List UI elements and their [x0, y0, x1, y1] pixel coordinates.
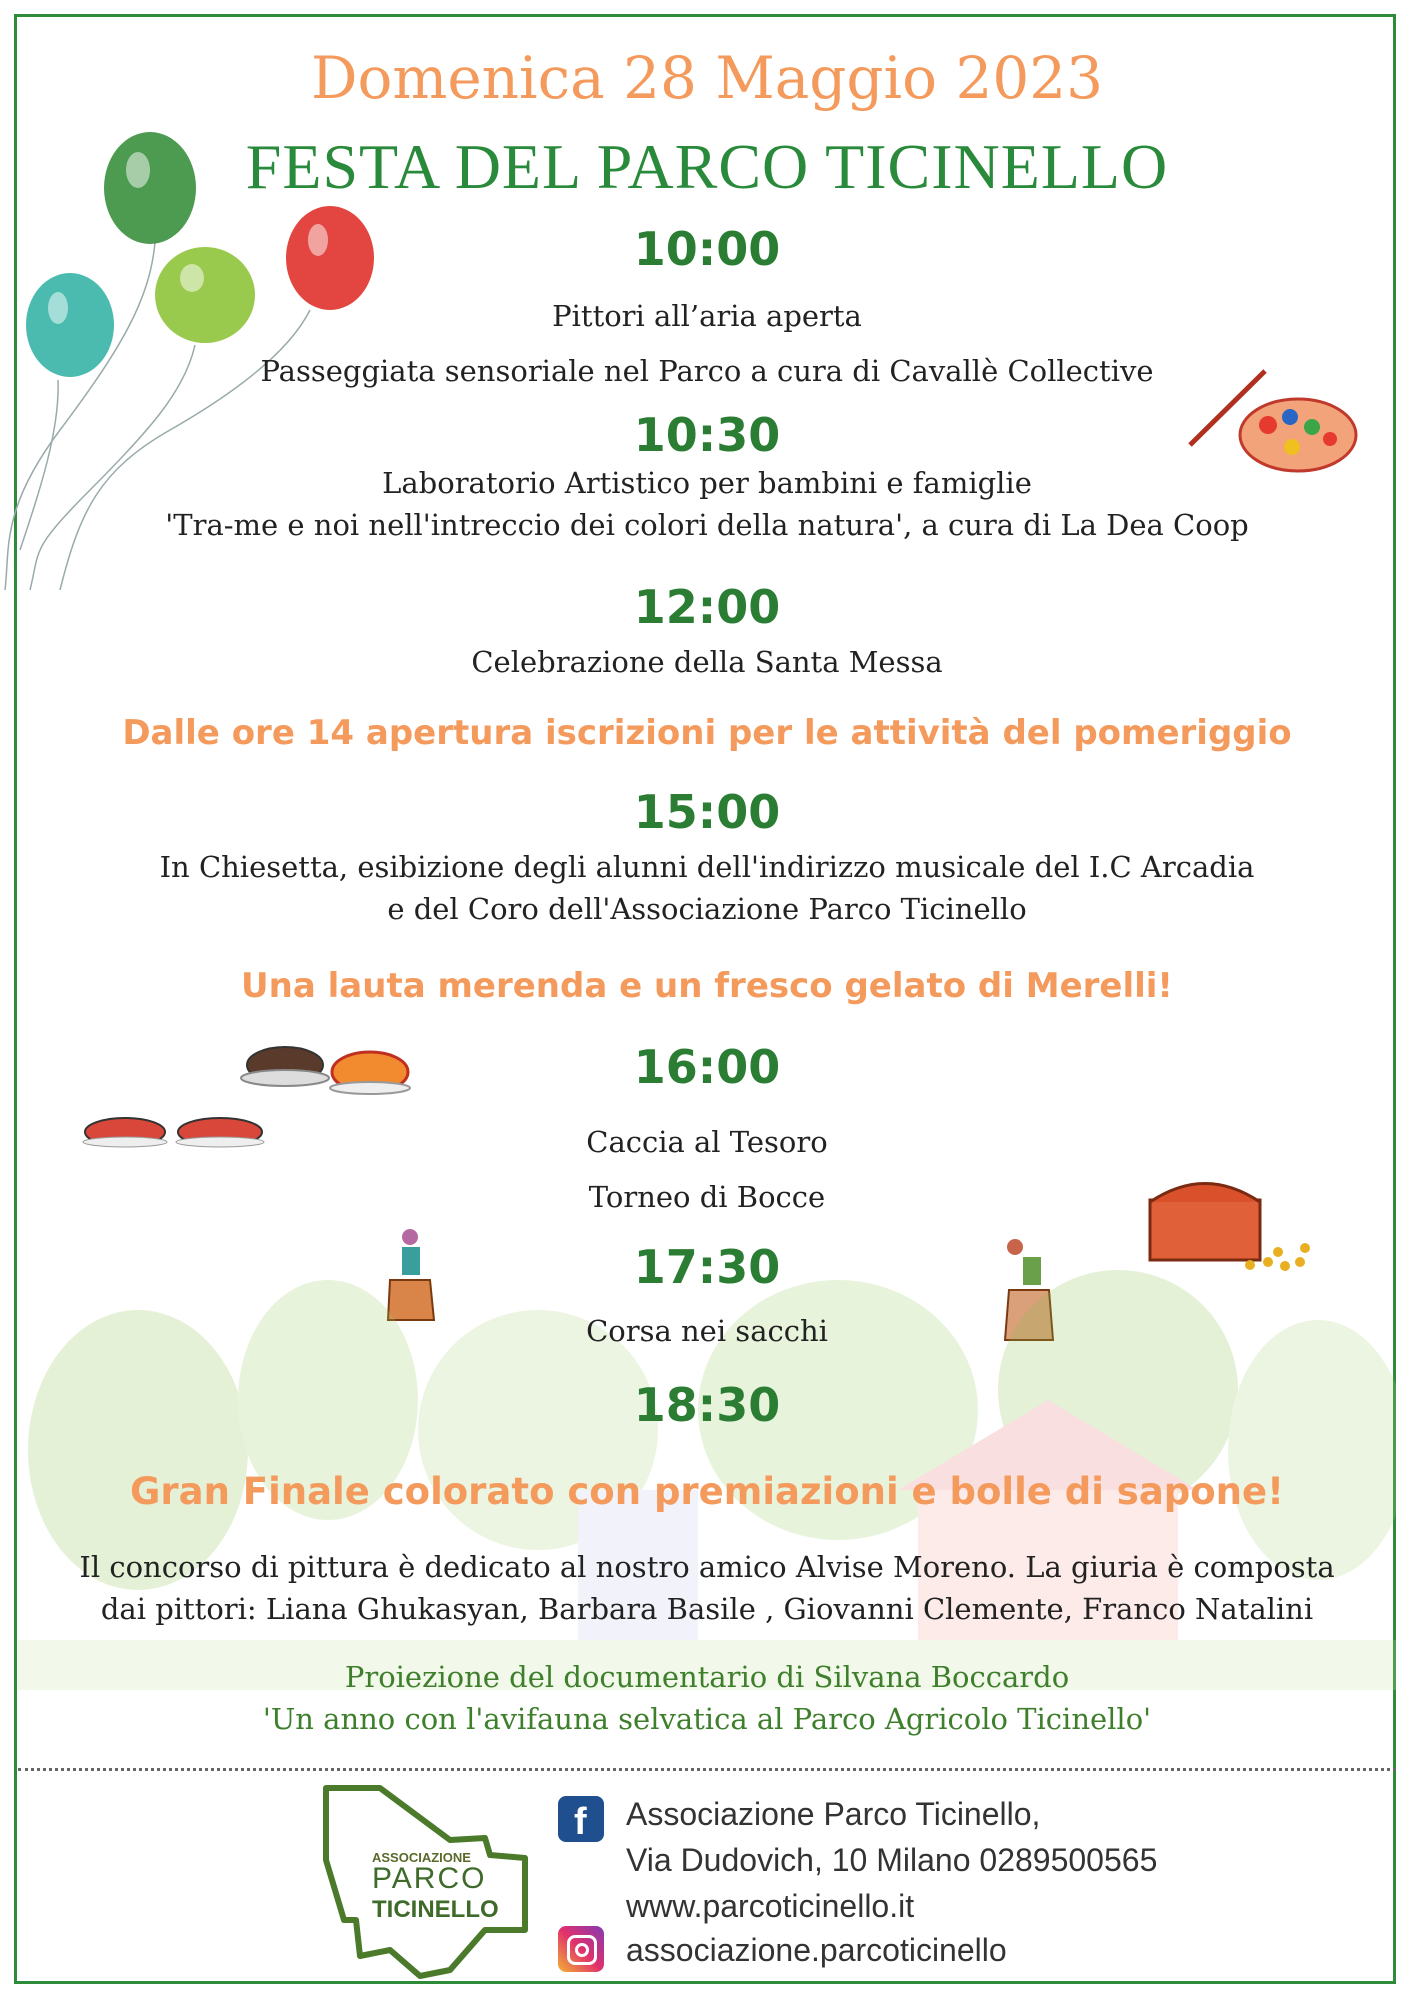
- concorso-text: Il concorso di pittura è dedicato al nostro amico Alvise Moreno. La giuria è composta: [79, 1550, 1335, 1584]
- contact-name: Associazione Parco Ticinello,: [626, 1796, 1041, 1832]
- contact-address: Via Dudovich, 10 Milano 0289500565: [626, 1842, 1158, 1878]
- schedule-activity: Corsa nei sacchi: [586, 1314, 828, 1348]
- logo-line-parco: PARCO: [372, 1862, 487, 1895]
- facebook-icon[interactable]: f: [558, 1796, 604, 1842]
- schedule-time: 12:00: [633, 580, 781, 634]
- schedule-activity: Laboratorio Artistico per bambini e famiglie: [382, 466, 1032, 500]
- schedule-activity: Caccia al Tesoro: [586, 1125, 828, 1159]
- contact-instagram[interactable]: associazione.parcoticinello: [626, 1932, 1007, 1968]
- schedule-activity: Celebrazione della Santa Messa: [471, 645, 943, 679]
- merenda-notice: Una lauta merenda e un fresco gelato di Merelli!: [241, 966, 1173, 1006]
- schedule-activity: 'Tra-me e noi nell'intreccio dei colori della natura', a cura di La Dea Coop: [165, 508, 1249, 542]
- schedule-time: 15:00: [633, 785, 781, 839]
- schedule-activity: e del Coro dell'Associazione Parco Ticinello: [387, 892, 1027, 926]
- logo-line-association: ASSOCIAZIONE: [372, 1850, 471, 1865]
- schedule-activity: Pittori all’aria aperta: [552, 299, 862, 333]
- schedule-activity: In Chiesetta, esibizione degli alunni dell'indirizzo musicale del I.C Arcadia: [159, 850, 1255, 884]
- schedule-time: 16:00: [633, 1040, 781, 1094]
- footer-divider: [18, 1768, 1396, 1771]
- schedule-time: 10:00: [633, 222, 781, 276]
- association-logo: [320, 1780, 530, 1980]
- logo-line-ticinello: TICINELLO: [372, 1896, 499, 1923]
- concorso-text: dai pittori: Liana Ghukasyan, Barbara Basile , Giovanni Clemente, Franco Natalini: [100, 1592, 1314, 1626]
- contact-website[interactable]: www.parcoticinello.it: [626, 1888, 915, 1924]
- proiezione-text: 'Un anno con l'avifauna selvatica al Parco Agricolo Ticinello': [262, 1702, 1152, 1736]
- iscrizioni-notice: Dalle ore 14 apertura iscrizioni per le attività del pomeriggio: [122, 713, 1292, 753]
- schedule-activity: Passeggiata sensoriale nel Parco a cura di Cavallè Collective: [260, 354, 1154, 388]
- finale-notice: Gran Finale colorato con premiazioni e bolle di sapone!: [129, 1470, 1284, 1513]
- event-date: Domenica 28 Maggio 2023: [310, 44, 1104, 112]
- instagram-icon[interactable]: [558, 1926, 604, 1972]
- schedule-activity: Torneo di Bocce: [588, 1180, 826, 1214]
- schedule-time: 10:30: [633, 408, 781, 462]
- event-title: FESTA DEL PARCO TICINELLO: [245, 131, 1169, 202]
- proiezione-text: Proiezione del documentario di Silvana Boccardo: [344, 1660, 1070, 1694]
- schedule-time: 18:30: [633, 1378, 781, 1432]
- schedule-time: 17:30: [633, 1240, 781, 1294]
